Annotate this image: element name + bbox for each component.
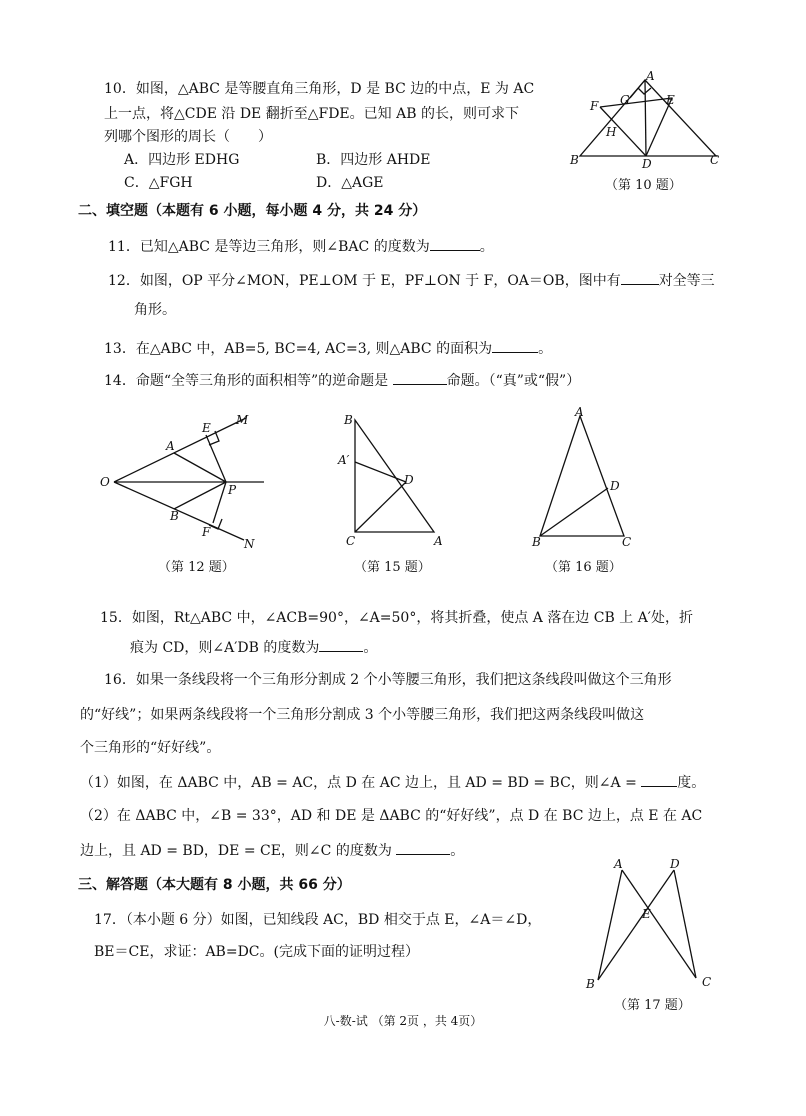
fig15-caption: （第 15 题） xyxy=(354,560,431,575)
q15-line2: 痕为 CD，则∠A′DB 的度数为 。 xyxy=(130,637,377,658)
fig16-label-b: B xyxy=(532,535,541,549)
fig10-label-g: G xyxy=(620,93,630,107)
q16-line2: 的“好线”；如果两条线段将一个三角形分割成 3 个小等腰三角形，我们把这两条线段叫做这 xyxy=(80,707,645,723)
fig10-label-c: C xyxy=(710,153,720,167)
fig12-label-n: N xyxy=(244,537,255,551)
fig12-caption: （第 12 题） xyxy=(158,560,235,575)
fig15-label-b: B xyxy=(344,413,353,427)
q10-line3: 列哪个图形的周长（ ） xyxy=(104,129,272,145)
q16-part2-line1: （2）在 ΔABC 中，∠B = 33°，AD 和 DE 是 ΔABC 的“好好线”，点 D 在 BC 边上，点 E 在 AC xyxy=(80,808,703,824)
figure-17 xyxy=(578,856,718,996)
fig17-label-e: E xyxy=(642,907,651,921)
fig15-label-a: A xyxy=(434,534,443,548)
fig10-label-a: A xyxy=(646,69,655,83)
q10-line1: 10．如图，△ABC 是等腰直角三角形，D 是 BC 边的中点，E 为 AC xyxy=(104,81,535,97)
q16-part1: （1）如图，在 ΔABC 中，AB = AC，点 D 在 AC 边上，且 AD = BD = BC，则∠A = 度。 xyxy=(80,772,705,793)
q17-line2: BE＝CE，求证：AB=DC。(完成下面的证明过程） xyxy=(94,944,419,960)
q10-option-a: A．四边形 EDHG xyxy=(124,152,240,168)
fig12-label-p: P xyxy=(228,483,237,497)
fig10-label-d: D xyxy=(642,157,652,171)
page-footer: 八-数-试 （第 2页 ，共 4页） xyxy=(323,1014,483,1028)
q15-line1: 15．如图，Rt△ABC 中，∠ACB=90°，∠A=50°，将其折叠，使点 A 落在边 CB 上 A′处，折 xyxy=(100,610,693,626)
fig17-caption: （第 17 题） xyxy=(614,998,691,1013)
q10-line2: 上一点，将△CDE 沿 DE 翻折至△FDE。已知 AB 的长，则可求下 xyxy=(104,106,519,122)
q12-line2: 角形。 xyxy=(134,302,176,318)
fig16-label-d: D xyxy=(610,479,620,493)
fig12-label-f: F xyxy=(202,525,211,539)
q10-option-b: B．四边形 AHDE xyxy=(316,152,431,168)
q11: 11．已知△ABC 是等边三角形，则∠BAC 的度数为 。 xyxy=(108,236,494,257)
q13: 13．在△ABC 中，AB=5, BC=4, AC=3, 则△ABC 的面积为 。 xyxy=(104,338,552,359)
fig17-label-a: A xyxy=(614,857,623,871)
q14: 14．命题“全等三角形的面积相等”的逆命题是 命题。（“真”或“假”） xyxy=(104,370,580,391)
figure-15 xyxy=(338,410,458,550)
fig12-label-e: E xyxy=(202,421,211,435)
section-2-heading: 二、填空题（本题有 6 小题，每小题 4 分，共 24 分） xyxy=(78,203,427,219)
fig15-label-a-prime: A′ xyxy=(338,453,350,467)
figure-16 xyxy=(530,405,640,549)
fig17-label-c: C xyxy=(702,975,712,989)
fig12-label-a: A xyxy=(166,439,175,453)
fig17-label-d: D xyxy=(670,857,680,871)
q16-line1: 16．如果一条线段将一个三角形分割成 2 个小等腰三角形，我们把这条线段叫做这个三角形 xyxy=(104,672,672,688)
section-3-heading: 三、解答题（本大题有 8 小题，共 66 分） xyxy=(78,877,351,893)
fig16-caption: （第 16 题） xyxy=(545,560,622,575)
q16-line3: 个三角形的“好好线”。 xyxy=(80,740,221,756)
figure-12 xyxy=(94,410,274,555)
fig12-label-m: M xyxy=(236,413,249,427)
q17-line1: 17．（本小题 6 分）如图，已知线段 AC，BD 相交于点 E，∠A＝∠D， xyxy=(94,912,542,928)
q16-part2-line2: 边上，且 AD = BD，DE = CE，则∠C 的度数为 。 xyxy=(80,840,464,861)
fig10-label-b: B xyxy=(570,153,579,167)
fig15-label-c: C xyxy=(346,534,356,548)
fig12-label-b: B xyxy=(170,509,179,523)
fig16-label-a: A xyxy=(575,405,584,419)
figure-10 xyxy=(570,69,730,174)
fig10-label-e: E xyxy=(666,93,675,107)
fig17-label-b: B xyxy=(586,977,595,991)
fig16-label-c: C xyxy=(622,535,632,549)
fig10-label-f: F xyxy=(590,99,599,113)
fig10-label-h: H xyxy=(606,125,617,139)
q12: 12．如图，OP 平分∠MON，PE⊥OM 于 E，PF⊥ON 于 F，OA＝OB，图中有 对全等三 xyxy=(108,270,715,291)
q10-option-d: D．△AGE xyxy=(316,175,384,191)
fig10-caption: （第 10 题） xyxy=(605,178,682,193)
fig15-label-d: D xyxy=(404,473,414,487)
q10-option-c: C．△FGH xyxy=(124,175,193,191)
fig12-label-o: O xyxy=(100,475,110,489)
